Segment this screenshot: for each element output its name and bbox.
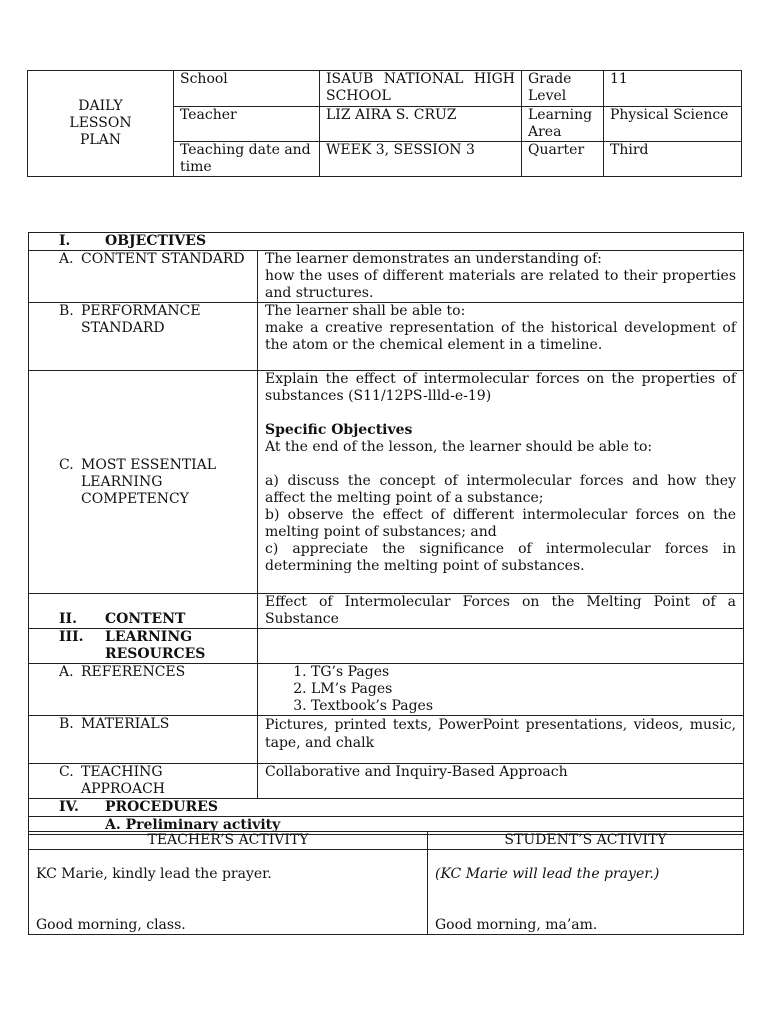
student-activity-cell	[428, 850, 744, 935]
activity-table	[28, 831, 744, 935]
competency-text: Explain the effect of intermolecular forces on the properties of substances (S11/12PS-llld-e-19)	[265, 371, 737, 404]
procedures-heading: IV. PROCEDURES	[29, 799, 744, 817]
materials-value: Pictures, printed texts, PowerPoint presentations, videos, music, tape, and chalk	[258, 716, 744, 764]
school-label: School	[174, 71, 320, 107]
content-standard-text: The learner demonstrates an understanding of: how the uses of different materials are related to their properties and structures.	[258, 251, 744, 303]
teacher-line: Good morning, class.	[36, 917, 186, 933]
date-label: Teaching date and time	[174, 142, 320, 177]
reference-item: 2. LM’s Pages	[311, 681, 736, 698]
school-value: ISAUB NATIONAL HIGH SCHOOL	[320, 71, 522, 107]
grade-label: Grade Level	[522, 71, 604, 107]
references-label: A. REFERENCES	[29, 664, 258, 716]
materials-label: B. MATERIALS	[29, 716, 258, 764]
student-activity-header: STUDENT’S ACTIVITY	[428, 832, 744, 850]
date-value: WEEK 3, SESSION 3	[320, 142, 522, 177]
objective-item: a) discuss the concept of intermolecular forces and how they affect the melting point of a substance;	[265, 473, 737, 506]
learning-resources-blank	[258, 629, 744, 664]
preliminary-activity-heading: A. Preliminary activity	[29, 817, 744, 835]
grade-value: 11	[604, 71, 742, 107]
plan-title: DAILY LESSON PLAN	[28, 71, 174, 177]
lesson-table	[28, 232, 744, 835]
teacher-line: KC Marie, kindly lead the prayer.	[36, 866, 272, 882]
references-list	[258, 664, 744, 716]
approach-value: Collaborative and Inquiry-Based Approach	[258, 764, 744, 799]
teacher-label: Teacher	[174, 107, 320, 142]
reference-item: 3. Textbook’s Pages	[311, 698, 736, 715]
approach-label: C. TEACHING APPROACH	[29, 764, 258, 799]
learning-resources-heading: III. LEARNING RESOURCES	[29, 629, 258, 664]
student-line: (KC Marie will lead the prayer.)	[435, 866, 660, 882]
content-value: Effect of Intermolecular Forces on the Melting Point of a Substance	[258, 594, 744, 629]
content-standard-label: A. CONTENT STANDARD	[29, 251, 258, 303]
reference-item: 1. TG’s Pages	[311, 664, 736, 681]
quarter-value: Third	[604, 142, 742, 177]
teacher-activity-cell	[29, 850, 428, 935]
specific-objectives-title: Specific Objectives	[265, 422, 413, 438]
objectives-heading: I. OBJECTIVES	[29, 233, 744, 251]
content-heading: II. CONTENT	[29, 594, 258, 629]
teacher-value: LIZ AIRA S. CRUZ	[320, 107, 522, 142]
teacher-activity-header: TEACHER’S ACTIVITY	[29, 832, 428, 850]
melc-label: C. MOST ESSENTIAL LEARNING COMPETENCY	[29, 371, 258, 594]
objective-item: c) appreciate the significance of intermolecular forces in determining the melting point of substances.	[265, 541, 737, 574]
header-table	[27, 70, 742, 177]
area-label: Learning Area	[522, 107, 604, 142]
quarter-label: Quarter	[522, 142, 604, 177]
performance-standard-label: B. PERFORMANCE STANDARD	[29, 303, 258, 371]
performance-standard-text: The learner shall be able to: make a creative representation of the historical development of the atom or the chemical element in a timeline.	[258, 303, 744, 371]
melc-text	[258, 371, 744, 594]
specific-objectives-intro: At the end of the lesson, the learner should be able to:	[265, 439, 653, 455]
student-line: Good morning, ma’am.	[435, 917, 598, 933]
area-value: Physical Science	[604, 107, 742, 142]
objective-item: b) observe the effect of different intermolecular forces on the melting point of substances; and	[265, 507, 737, 540]
